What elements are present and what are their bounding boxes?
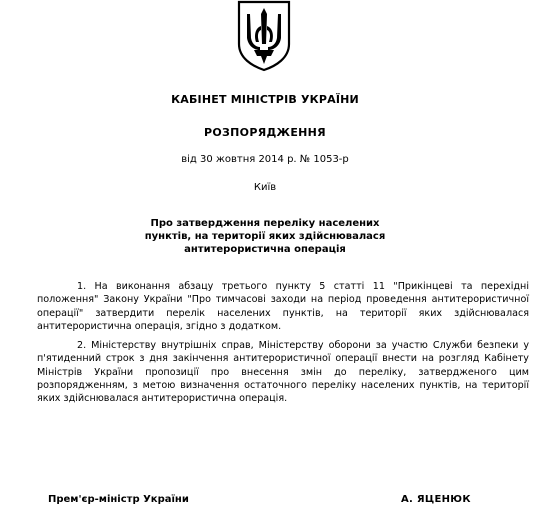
signer-name: А. ЯЦЕНЮК: [401, 494, 471, 505]
subject-line-1: Про затвердження переліку населених: [150, 218, 380, 229]
organization-title: КАБІНЕТ МІНІСТРІВ УКРАЇНИ: [171, 93, 359, 106]
subject-line-2: пунктів, на території яких здійснювалася: [144, 231, 386, 242]
document-city: Київ: [253, 182, 277, 193]
signer-title: Прем'єр-міністр України: [48, 494, 189, 505]
trident-emblem-icon: [236, 0, 292, 72]
document-type: РОЗПОРЯДЖЕННЯ: [204, 126, 326, 139]
paragraph-1: 1. На виконання абзацу третього пункту 5 статті 11 "Прикінцеві та перехідні положення" Закону України "Про тимчасові заходи на період проведення антитерористичної операції" затвердити перелік населених пунктів, на території яких здійснювалася антитерористична операція, згідно з додатком.: [37, 281, 529, 332]
document-date-number: від 30 жовтня 2014 р. № 1053-р: [181, 154, 349, 165]
subject-line-3: антитерористична операція: [184, 244, 346, 255]
paragraph-2: 2. Міністерству внутрішніх справ, Міністерству оборони за участю Служби безпеки у п'ятиденний строк з дня закінчення антитерористичної операції внести на розгляд Кабінету Міністрів України пропозиції про внесення змін до переліку, затвердженого цим розпорядженням, з метою визначення остаточного переліку населених пунктів, на території яких здійснювалася антитерористична операція.: [37, 340, 529, 405]
document-subject: [0, 217, 530, 256]
